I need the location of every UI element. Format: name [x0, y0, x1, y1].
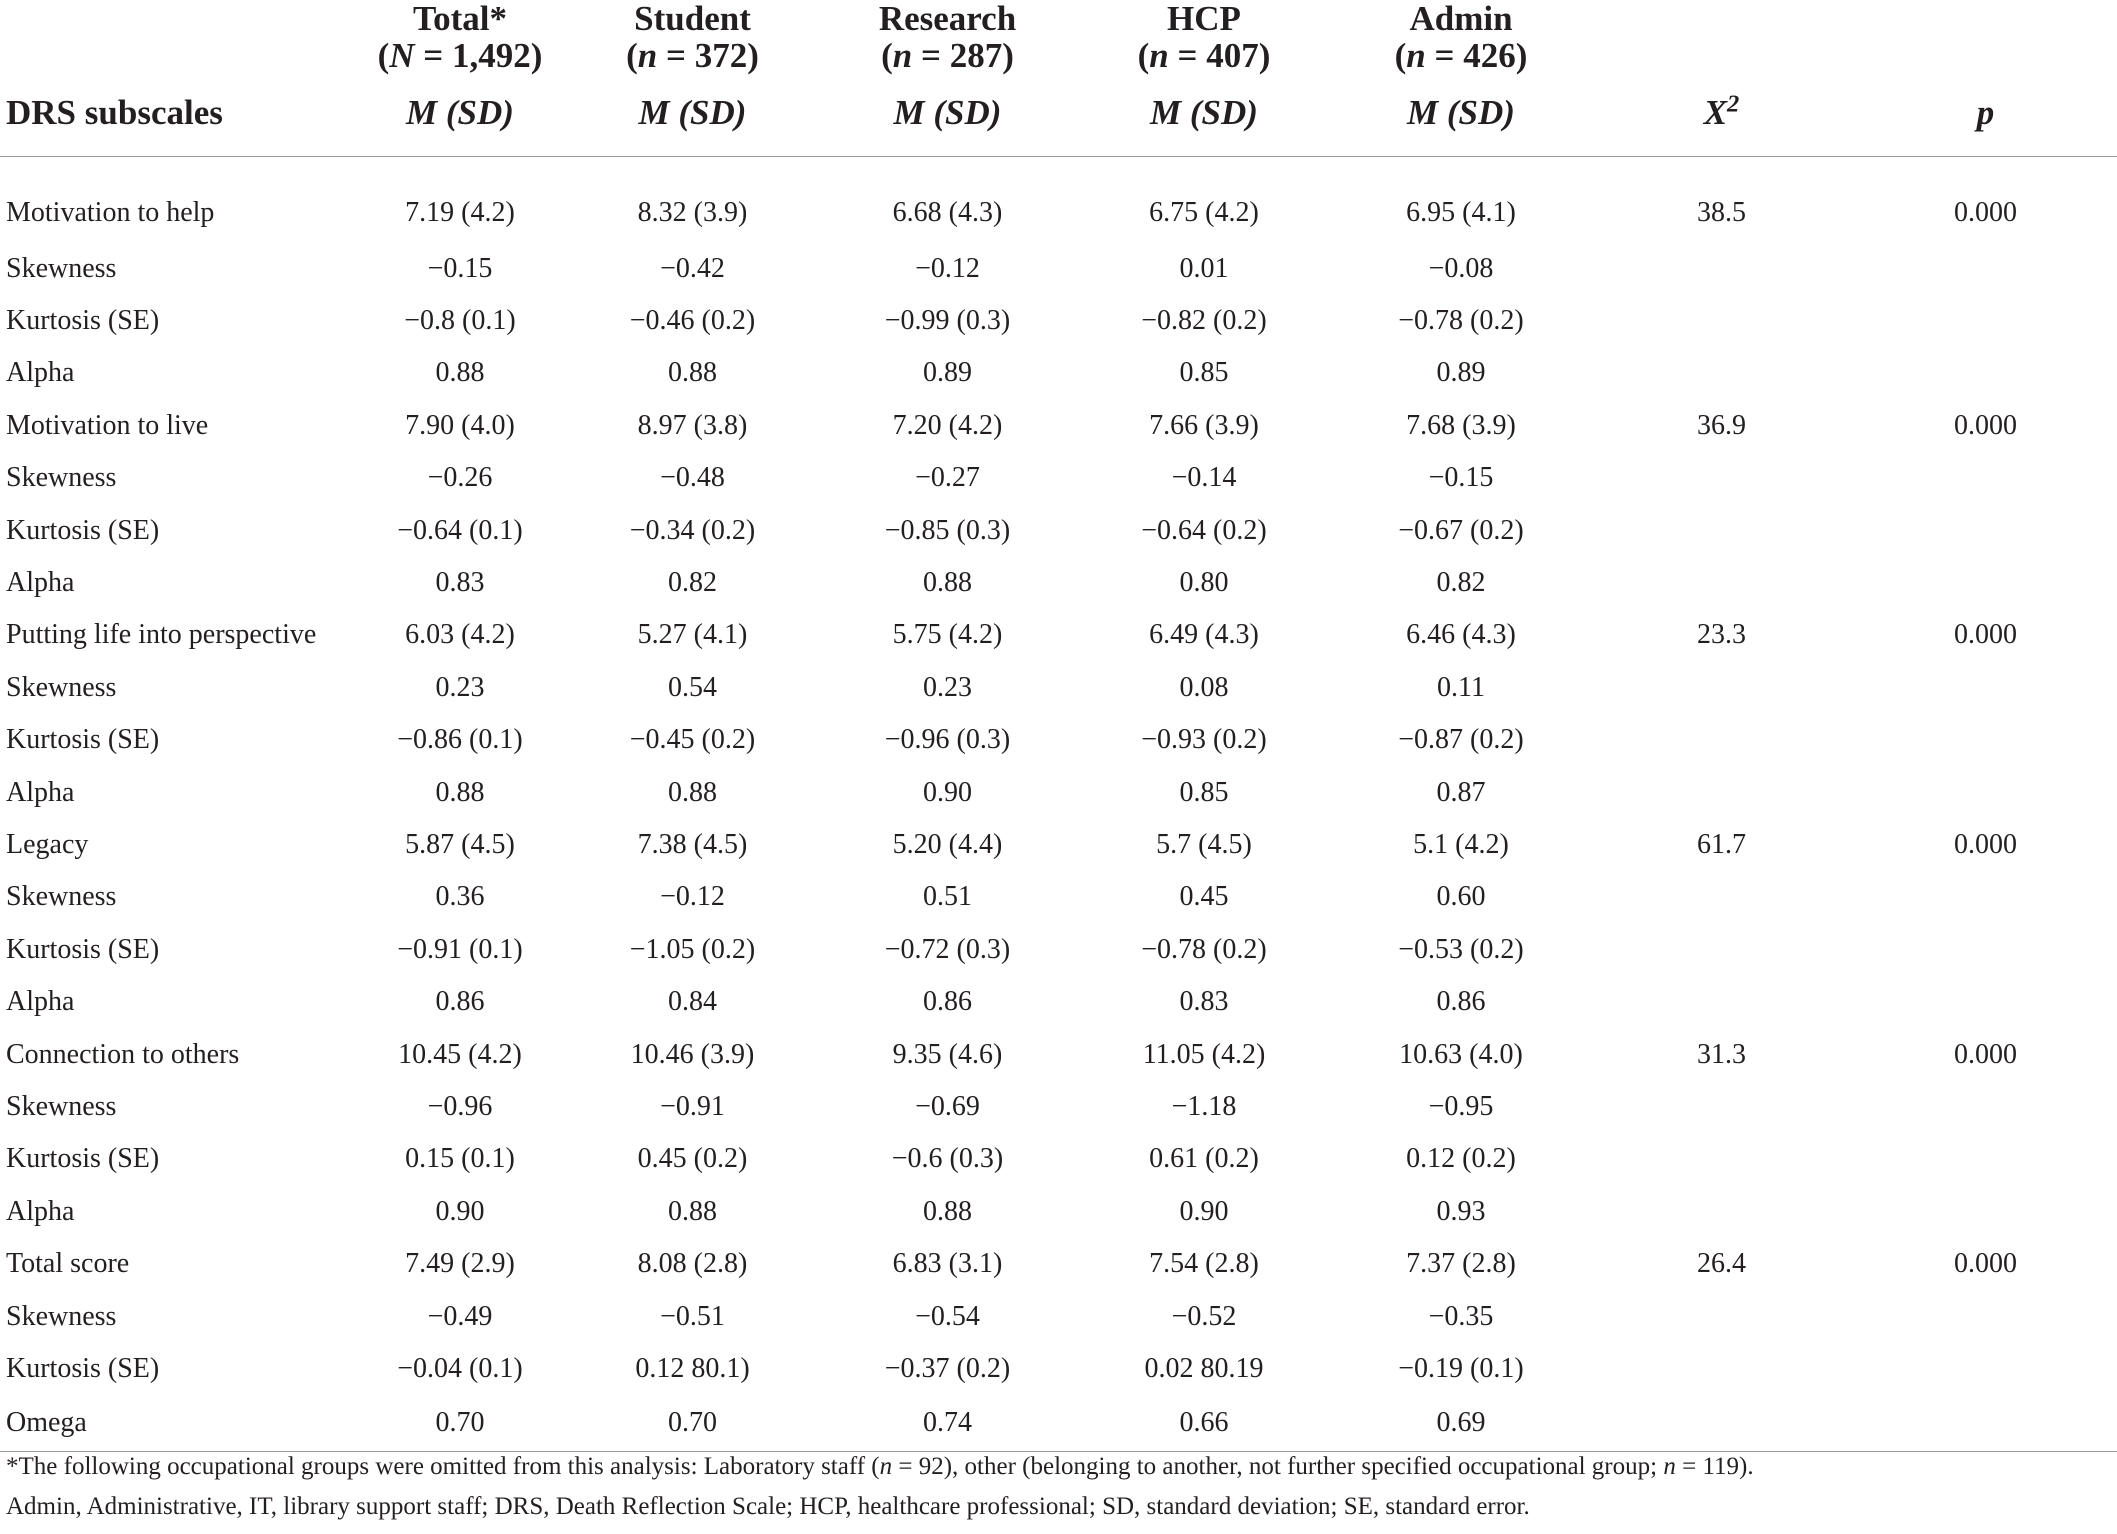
cell-total: 6.03 (4.2) — [405, 619, 515, 651]
row-label: Alpha — [6, 1195, 75, 1227]
cell-chi-square — [1589, 1186, 1854, 1238]
header-row-label: DRS subscales — [0, 74, 355, 156]
cell-chi-square — [1589, 714, 1854, 766]
cell-admin: −0.19 (0.1) — [1398, 1352, 1524, 1384]
cell-admin: 6.95 (4.1) — [1406, 196, 1516, 228]
cell-hcp: 0.80 — [1179, 567, 1229, 599]
cell-student: 0.88 — [668, 1195, 717, 1227]
cell-chi-square — [1589, 1133, 1854, 1185]
table-row — [0, 924, 2117, 976]
row-label: Alpha — [6, 776, 75, 808]
cell-p-value — [1854, 1343, 2117, 1395]
cell-admin: −0.35 — [1428, 1300, 1494, 1332]
group-name: Total* — [412, 0, 507, 38]
cell-admin: 0.69 — [1333, 1395, 1589, 1452]
row-label: Skewness — [6, 1300, 117, 1332]
table-row — [0, 400, 2117, 452]
group-n: (n = 287) — [881, 36, 1014, 75]
cell-hcp: −0.64 (0.2) — [1141, 514, 1267, 546]
cell-admin: −0.67 (0.2) — [1398, 514, 1524, 546]
footnote-line-2: Admin, Administrative, IT, library support staff; DRS, Death Reflection Scale; HCP, healthcare professional; SD, standard deviation; SE, standard error. — [6, 1493, 1530, 1520]
row-label: Legacy — [6, 828, 89, 860]
row-label: Kurtosis (SE) — [6, 933, 160, 965]
table-row — [0, 1290, 2117, 1342]
row-label: Skewness — [6, 252, 117, 284]
cell-p-value — [1854, 924, 2117, 976]
cell-admin: 10.63 (4.0) — [1399, 1038, 1523, 1070]
cell-hcp: −0.93 (0.2) — [1141, 724, 1267, 756]
cell-p-value — [1854, 452, 2117, 504]
header-stat-label: M (SD) — [1075, 74, 1333, 156]
cell-hcp: −0.52 — [1171, 1300, 1237, 1332]
cell-hcp: 11.05 (4.2) — [1142, 1038, 1266, 1070]
cell-student: 0.54 — [668, 671, 717, 703]
cell-hcp: 7.54 (2.8) — [1149, 1248, 1259, 1280]
table-row — [0, 1395, 2117, 1452]
cell-p-value — [1854, 557, 2117, 609]
cell-research: −0.72 (0.3) — [884, 933, 1011, 965]
cell-research: 7.20 (4.2) — [892, 409, 1003, 441]
cell-total: −0.91 (0.1) — [397, 933, 523, 965]
cell-admin: 7.37 (2.8) — [1406, 1248, 1516, 1280]
row-label: Kurtosis (SE) — [6, 1352, 160, 1384]
cell-hcp: 0.85 — [1179, 776, 1229, 808]
table-row — [0, 819, 2117, 871]
header-group-research — [820, 0, 1075, 74]
cell-research: −0.96 (0.3) — [884, 724, 1011, 756]
cell-chi-square — [1589, 871, 1854, 923]
cell-hcp: 0.61 (0.2) — [1149, 1143, 1259, 1175]
cell-chi-square: 61.7 — [1697, 828, 1746, 860]
cell-p-value — [1854, 504, 2117, 556]
cell-research: −0.85 (0.3) — [884, 514, 1011, 546]
cell-research: −0.27 — [915, 462, 980, 494]
cell-total: 7.19 (4.2) — [405, 196, 515, 228]
cell-total: 0.70 — [355, 1395, 565, 1452]
header-stat-label: M (SD) — [565, 74, 820, 156]
cell-research: 0.88 — [923, 1195, 972, 1227]
table-row — [0, 766, 2117, 818]
row-label: Alpha — [6, 567, 75, 599]
cell-chi-square — [1589, 243, 1854, 295]
cell-research: −0.69 — [915, 1090, 980, 1122]
cell-admin: −0.53 (0.2) — [1398, 933, 1524, 965]
cell-research: −0.54 — [915, 1300, 980, 1332]
cell-admin: 0.11 — [1437, 671, 1485, 703]
footnote-line-1: *The following occupational groups were omitted from this analysis: Laboratory staff (n = 92), other (belonging to another, not further specified occupational group; n = 119). — [6, 1453, 1754, 1480]
cell-chi-square — [1589, 1395, 1854, 1452]
cell-hcp: −1.18 — [1171, 1090, 1237, 1122]
cell-student: −0.91 — [660, 1090, 725, 1122]
cell-student: 0.88 — [668, 776, 717, 808]
cell-total: 0.83 — [435, 567, 485, 599]
header-stat-label: M (SD) — [355, 74, 565, 156]
table-row — [0, 243, 2117, 295]
cell-research: 0.88 — [923, 567, 972, 599]
cell-admin: 0.87 — [1436, 776, 1486, 808]
row-label: Skewness — [6, 881, 117, 913]
cell-p-value: 0.000 — [1954, 1038, 2017, 1070]
cell-admin: −0.08 — [1428, 252, 1494, 284]
cell-total: 0.36 — [435, 881, 485, 913]
cell-student: 8.08 (2.8) — [637, 1248, 748, 1280]
cell-student: 5.27 (4.1) — [637, 619, 748, 651]
cell-hcp: 0.90 — [1179, 1195, 1229, 1227]
table-footnotes — [6, 1447, 2106, 1527]
cell-chi-square — [1589, 924, 1854, 976]
cell-research: 6.68 (4.3) — [892, 196, 1003, 228]
table-row — [0, 347, 2117, 399]
table-row — [0, 1238, 2117, 1290]
header-chi-square: $X^2$ — [1589, 74, 1854, 156]
cell-total: −0.86 (0.1) — [397, 724, 523, 756]
cell-hcp: 0.01 — [1179, 252, 1229, 284]
cell-chi-square — [1589, 1290, 1854, 1342]
cell-admin: 0.82 — [1436, 567, 1486, 599]
cell-research: −0.99 (0.3) — [884, 305, 1011, 337]
header-blank — [1854, 0, 2117, 74]
cell-research: 0.90 — [923, 776, 972, 808]
cell-admin: 7.68 (3.9) — [1406, 409, 1516, 441]
row-label: Skewness — [6, 671, 117, 703]
cell-total: 10.45 (4.2) — [398, 1038, 522, 1070]
cell-p-value — [1854, 871, 2117, 923]
cell-research: 9.35 (4.6) — [892, 1038, 1003, 1070]
cell-research: 6.83 (3.1) — [892, 1248, 1003, 1280]
cell-total: −0.8 (0.1) — [404, 305, 516, 337]
cell-student: −1.05 (0.2) — [629, 933, 756, 965]
table-row — [0, 714, 2117, 766]
cell-hcp: 0.02 80.19 — [1144, 1352, 1264, 1384]
cell-hcp: −0.78 (0.2) — [1141, 933, 1267, 965]
table-body — [0, 156, 2117, 1452]
cell-total: 0.88 — [435, 357, 485, 389]
cell-research: 5.20 (4.4) — [892, 828, 1003, 860]
cell-total: 7.90 (4.0) — [405, 409, 515, 441]
cell-research: −0.12 — [915, 252, 980, 284]
cell-hcp: 0.85 — [1179, 357, 1229, 389]
cell-student: 8.32 (3.9) — [637, 196, 748, 228]
cell-admin: −0.78 (0.2) — [1398, 305, 1524, 337]
table-row — [0, 1028, 2117, 1080]
cell-p-value: 0.000 — [1954, 828, 2017, 860]
cell-chi-square: 38.5 — [1697, 196, 1746, 228]
cell-p-value: 0.000 — [1954, 196, 2017, 228]
row-label: Connection to others — [6, 1038, 240, 1070]
cell-hcp: 0.08 — [1179, 671, 1229, 703]
cell-hcp: 0.45 — [1179, 881, 1229, 913]
group-name: Student — [634, 0, 751, 38]
cell-student: 0.70 — [565, 1395, 820, 1452]
cell-chi-square: 26.4 — [1697, 1248, 1746, 1280]
cell-admin: −0.15 — [1428, 462, 1494, 494]
cell-research: −0.6 (0.3) — [891, 1143, 1004, 1175]
cell-chi-square: 23.3 — [1697, 619, 1746, 651]
cell-hcp: 0.66 — [1075, 1395, 1333, 1452]
header-group-total — [355, 0, 565, 74]
cell-p-value — [1854, 1186, 2117, 1238]
cell-student: −0.42 — [660, 252, 725, 284]
table-row — [0, 1343, 2117, 1395]
group-name: HCP — [1167, 0, 1241, 38]
cell-p-value — [1854, 1081, 2117, 1133]
cell-total: 0.88 — [435, 776, 485, 808]
cell-student: −0.45 (0.2) — [629, 724, 756, 756]
cell-student: −0.46 (0.2) — [629, 305, 756, 337]
table-row — [0, 156, 2117, 243]
row-label: Kurtosis (SE) — [6, 1143, 160, 1175]
table-row — [0, 452, 2117, 504]
cell-p-value — [1854, 295, 2117, 347]
group-n: (n = 407) — [1137, 36, 1271, 75]
cell-p-value — [1854, 1133, 2117, 1185]
header-group-hcp — [1075, 0, 1333, 74]
table-row — [0, 662, 2117, 714]
cell-hcp: 7.66 (3.9) — [1149, 409, 1259, 441]
cell-hcp: 6.75 (4.2) — [1149, 196, 1259, 228]
cell-chi-square — [1589, 504, 1854, 556]
table-row — [0, 976, 2117, 1028]
row-label: Skewness — [6, 1090, 117, 1122]
cell-admin: 0.89 — [1436, 357, 1486, 389]
cell-p-value — [1854, 976, 2117, 1028]
cell-chi-square — [1589, 766, 1854, 818]
cell-admin: −0.95 — [1428, 1090, 1494, 1122]
cell-student: 7.38 (4.5) — [637, 828, 748, 860]
header-blank — [0, 0, 355, 74]
row-label: Motivation to help — [6, 196, 215, 228]
cell-total: −0.49 — [427, 1300, 493, 1332]
cell-student: 0.84 — [668, 986, 717, 1018]
cell-p-value — [1854, 243, 2117, 295]
table-row — [0, 504, 2117, 556]
cell-chi-square — [1589, 1081, 1854, 1133]
cell-chi-square — [1589, 1343, 1854, 1395]
row-label: Kurtosis (SE) — [6, 514, 160, 546]
cell-chi-square: 31.3 — [1697, 1038, 1746, 1070]
table-row — [0, 295, 2117, 347]
cell-hcp: 6.49 (4.3) — [1149, 619, 1259, 651]
group-name: Research — [878, 0, 1017, 38]
header-group-student — [565, 0, 820, 74]
cell-chi-square — [1589, 557, 1854, 609]
cell-total: −0.96 — [427, 1090, 493, 1122]
cell-student: 0.12 80.1) — [635, 1352, 750, 1384]
cell-student: −0.48 — [660, 462, 725, 494]
cell-admin: 0.12 (0.2) — [1406, 1143, 1516, 1175]
cell-total: 7.49 (2.9) — [405, 1248, 515, 1280]
table-row — [0, 609, 2117, 661]
cell-research: 0.23 — [923, 671, 972, 703]
table-header — [0, 0, 2117, 156]
cell-p-value — [1854, 1290, 2117, 1342]
cell-admin: 0.93 — [1436, 1195, 1486, 1227]
table-row — [0, 557, 2117, 609]
cell-admin: 0.86 — [1436, 986, 1486, 1018]
row-label: Omega — [0, 1395, 355, 1452]
row-label: Alpha — [6, 986, 75, 1018]
cell-admin: 5.1 (4.2) — [1413, 828, 1509, 860]
row-label: Kurtosis (SE) — [6, 724, 160, 756]
cell-student: 8.97 (3.8) — [637, 409, 748, 441]
cell-chi-square — [1589, 295, 1854, 347]
table-row — [0, 1133, 2117, 1185]
table-row — [0, 1081, 2117, 1133]
cell-admin: 0.60 — [1436, 881, 1486, 913]
cell-total: −0.64 (0.1) — [397, 514, 523, 546]
cell-p-value: 0.000 — [1954, 409, 2017, 441]
cell-p-value — [1854, 347, 2117, 399]
cell-student: 0.45 (0.2) — [637, 1143, 748, 1175]
cell-chi-square — [1589, 347, 1854, 399]
cell-student: −0.12 — [660, 881, 725, 913]
row-label: Total score — [6, 1248, 130, 1280]
cell-research: −0.37 (0.2) — [884, 1352, 1011, 1384]
cell-hcp: 5.7 (4.5) — [1156, 828, 1252, 860]
cell-p-value — [1854, 766, 2117, 818]
cell-student: −0.34 (0.2) — [629, 514, 756, 546]
cell-total: 0.90 — [435, 1195, 485, 1227]
cell-total: 0.15 (0.1) — [405, 1143, 515, 1175]
group-n: (n = 372) — [626, 36, 759, 75]
row-label: Motivation to live — [6, 409, 209, 441]
header-group-admin — [1333, 0, 1589, 74]
group-n: (N = 1,492) — [377, 36, 543, 75]
cell-admin: 6.46 (4.3) — [1406, 619, 1516, 651]
cell-total: −0.26 — [427, 462, 493, 494]
cell-p-value — [1854, 1395, 2117, 1452]
cell-p-value — [1854, 662, 2117, 714]
cell-total: −0.15 — [427, 252, 493, 284]
group-n: (n = 426) — [1394, 36, 1528, 75]
cell-hcp: −0.82 (0.2) — [1141, 305, 1267, 337]
table-row — [0, 1186, 2117, 1238]
cell-p-value — [1854, 714, 2117, 766]
cell-hcp: −0.14 — [1171, 462, 1237, 494]
cell-student: 0.82 — [668, 567, 717, 599]
row-label: Alpha — [6, 357, 75, 389]
header-stat-label: M (SD) — [820, 74, 1075, 156]
header-p-value: p — [1854, 74, 2117, 156]
cell-hcp: 0.83 — [1179, 986, 1229, 1018]
row-label: Putting life into perspective — [6, 619, 317, 651]
cell-chi-square — [1589, 452, 1854, 504]
cell-total: 5.87 (4.5) — [405, 828, 515, 860]
cell-admin: −0.87 (0.2) — [1398, 724, 1524, 756]
header-stat-label: M (SD) — [1333, 74, 1589, 156]
cell-research: 5.75 (4.2) — [892, 619, 1003, 651]
cell-chi-square: 36.9 — [1697, 409, 1746, 441]
cell-chi-square — [1589, 662, 1854, 714]
cell-research: 0.86 — [923, 986, 972, 1018]
cell-total: −0.04 (0.1) — [397, 1352, 523, 1384]
row-label: Skewness — [6, 462, 117, 494]
cell-student: 0.88 — [668, 357, 717, 389]
cell-research: 0.51 — [923, 881, 972, 913]
cell-student: −0.51 — [660, 1300, 725, 1332]
cell-total: 0.86 — [435, 986, 485, 1018]
cell-p-value: 0.000 — [1954, 1248, 2017, 1280]
cell-chi-square — [1589, 976, 1854, 1028]
cell-p-value: 0.000 — [1954, 619, 2017, 651]
cell-student: 10.46 (3.9) — [630, 1038, 755, 1070]
table-row — [0, 871, 2117, 923]
cell-research: 0.74 — [820, 1395, 1075, 1452]
row-label: Kurtosis (SE) — [6, 305, 160, 337]
cell-research: 0.89 — [923, 357, 972, 389]
group-name: Admin — [1409, 0, 1513, 38]
header-blank — [1589, 0, 1854, 74]
cell-total: 0.23 — [435, 671, 485, 703]
